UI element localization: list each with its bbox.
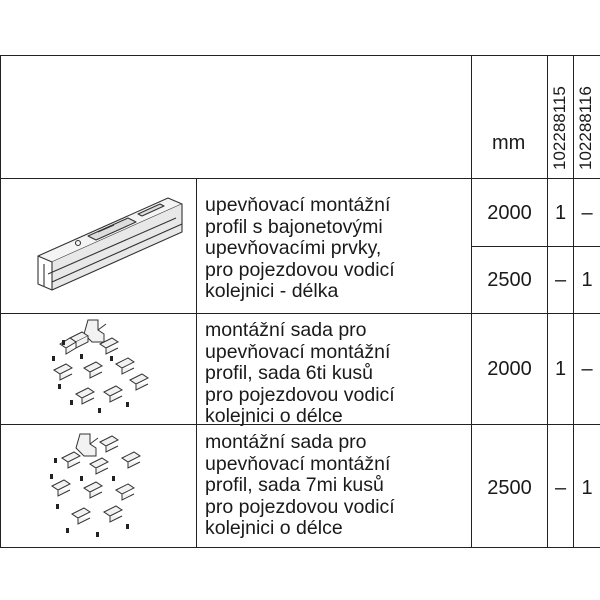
row-2-qty-2: – [581,358,593,380]
row-2-qty-1: 1 [554,358,567,380]
row-3-line-4: pro pojezdovou vodicí [205,495,395,518]
row-1-line-1: upevňovací montážní [205,194,391,216]
row-1a-qty-2: – [581,202,593,224]
row-1b-qty-2: 1 [581,269,593,291]
row-1a-mm: 2000 [487,202,532,224]
code-header-1: 102288115 [550,86,569,170]
row-2-line-3: profil, sada 6ti kusů [205,362,374,384]
mounting-profile-rail-icon [18,186,188,306]
table-border-bottom [0,547,600,548]
mounting-kit-7pcs-icon [40,428,160,544]
unit-header: mm [492,132,526,154]
row-3-line-5: kolejnici o délce [205,517,343,539]
code2-column-divider [573,55,574,547]
row-3-line-1: montážní sada pro [205,431,367,453]
image-column-divider [196,178,197,547]
code-header-2: 102288116 [576,86,595,170]
row-1a-qty-1: 1 [554,202,567,224]
row-1-line-2: profil s bajonetovými [205,215,383,238]
code1-column-divider [547,55,548,547]
mounting-kit-6pcs-icon [40,316,160,420]
row-1-line-4: pro pojezdovou vodicí [205,258,395,281]
row-divider-1 [0,313,600,314]
row-2-line-2: upevňovací montážní [205,340,391,363]
table-header-divider [0,178,600,179]
table-border-left [0,55,1,547]
row-3-qty-2: 1 [581,477,593,499]
row-1-description [205,195,395,303]
row-2-line-1: montážní sada pro [205,319,367,341]
row-1-line-3: upevňovacími prvky, [205,237,382,259]
row-2-description [205,320,395,428]
row-1b-qty-1: – [554,269,567,291]
row-3-description [205,432,395,540]
row-2-line-4: pro pojezdovou vodicí [205,383,395,406]
row-3-mm: 2500 [487,477,532,499]
row-1-line-5: kolejnici - délka [205,280,339,302]
table-border-top [0,55,600,56]
row-1b-mm: 2500 [487,269,532,291]
row-3-line-2: upevňovací montážní [205,452,391,475]
row-3-line-3: profil, sada 7mi kusů [205,474,384,496]
row-2-mm: 2000 [487,358,532,380]
row-2-line-5: kolejnici o délce [205,405,343,427]
mm-column-divider [471,55,472,547]
row-1-sub-divider [472,246,600,247]
row-3-qty-1: – [554,477,567,499]
